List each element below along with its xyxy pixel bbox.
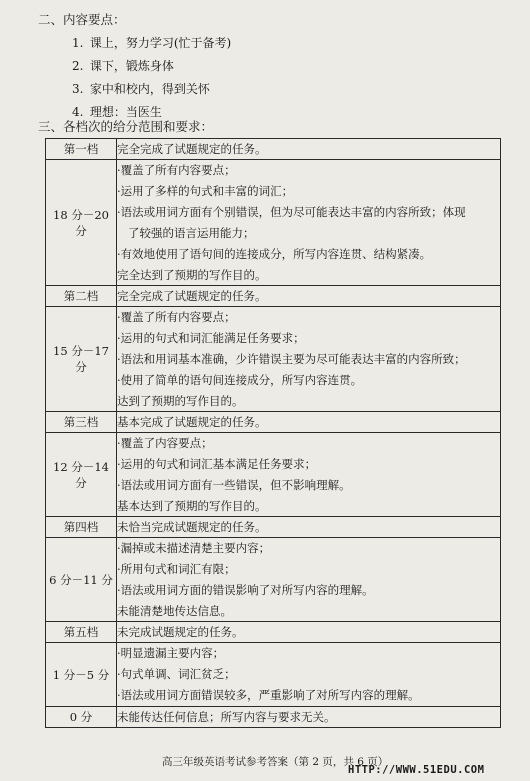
point-number: 2.: [72, 59, 84, 73]
grade-summary: 未恰当完成试题规定的任务。: [117, 517, 501, 538]
grade-summary: 完全完成了试题规定的任务。: [117, 139, 501, 160]
site-watermark: HTTP://WWW.51EDU.COM: [348, 764, 485, 776]
grade-level: 第一档: [46, 139, 117, 160]
page-footer: 高三年级英语考试参考答案（第 2 页，共 6 页）: [162, 756, 389, 768]
point-number: 1.: [72, 36, 84, 50]
criterion: ·语法或用词方面的错误影响了对所写内容的理解。: [117, 583, 374, 597]
grade-level: 0 分: [46, 707, 117, 728]
criterion: ·句式单调、词汇贫乏；: [117, 667, 236, 681]
grade-criteria: [117, 307, 501, 412]
grade-conclusion: 完全达到了预期的写作目的。: [117, 268, 267, 282]
grade-conclusion: 基本达到了预期的写作目的。: [117, 499, 267, 513]
section-3-title: 三、各档次的给分范围和要求：: [38, 119, 214, 134]
criterion: ·覆盖了内容要点；: [117, 436, 213, 450]
grade-score: 15 分－17 分: [46, 307, 117, 412]
grade-summary: 基本完成了试题规定的任务。: [117, 412, 501, 433]
grade-conclusion: 未能清楚地传达信息。: [117, 604, 232, 618]
point-text: 理想：当医生: [89, 105, 162, 119]
grade-level: 第三档: [46, 412, 117, 433]
grade-score: 12 分－14 分: [46, 433, 117, 517]
point-number: 4.: [72, 105, 84, 119]
grade-summary: 未能传达任何信息；所写内容与要求无关。: [117, 707, 501, 728]
grade-summary: 完全完成了试题规定的任务。: [117, 286, 501, 307]
point-text: 课下，锻炼身体: [89, 59, 174, 73]
grade-score: 6 分－11 分: [46, 538, 117, 622]
criterion-line: ·语法或用词方面有个别错误，但为尽可能表达丰富的内容所致；体现: [117, 205, 466, 219]
grade-level: 第四档: [46, 517, 117, 538]
point-number: 3.: [72, 82, 84, 96]
content-point: [72, 34, 231, 51]
criterion: ·明显遗漏主要内容；: [117, 646, 225, 660]
point-text: 课上，努力学习(忙于备考): [89, 36, 232, 50]
grade-criteria: [117, 160, 501, 286]
grade-score: 1 分－5 分: [46, 643, 117, 707]
criterion: ·使用了简单的语句间连接成分，所写内容连贯。: [117, 373, 363, 387]
grade-summary: 未完成试题规定的任务。: [117, 622, 501, 643]
criterion: ·有效地使用了语句间的连接成分，所写内容连贯、结构紧凑。: [117, 247, 432, 261]
criterion: ·运用的句式和词汇基本满足任务要求；: [117, 457, 317, 471]
content-point: [72, 80, 210, 97]
criterion-line: 了较强的语言运用能力；: [128, 226, 255, 240]
grade-criteria: [117, 433, 501, 517]
criterion: ·覆盖了所有内容要点；: [117, 310, 236, 324]
criterion: ·运用的句式和词汇能满足任务要求；: [117, 331, 305, 345]
criterion: ·语法或用词方面有一些错误，但不影响理解。: [117, 478, 351, 492]
grade-criteria: [117, 643, 501, 707]
grade-level: 第五档: [46, 622, 117, 643]
criterion: ·运用了多样的句式和丰富的词汇；: [117, 184, 294, 198]
criterion: ·覆盖了所有内容要点；: [117, 163, 236, 177]
content-point: [72, 57, 174, 74]
grade-criteria: [117, 538, 501, 622]
criterion: ·漏掉或未描述清楚主要内容；: [117, 541, 271, 555]
point-text: 家中和校内，得到关怀: [89, 82, 210, 96]
criterion: ·所用句式和词汇有限；: [117, 562, 236, 576]
grade-score: 18 分－20 分: [46, 160, 117, 286]
criterion: ·语法和用词基本准确，少许错误主要为尽可能表达丰富的内容所致；: [117, 352, 466, 366]
grading-table: [45, 138, 501, 728]
section-2-title: 二、内容要点：: [38, 12, 126, 27]
criterion: [117, 202, 500, 244]
grade-level: 第二档: [46, 286, 117, 307]
grade-conclusion: 达到了预期的写作目的。: [117, 394, 244, 408]
criterion: ·语法或用词方面错误较多，严重影响了对所写内容的理解。: [117, 688, 420, 702]
